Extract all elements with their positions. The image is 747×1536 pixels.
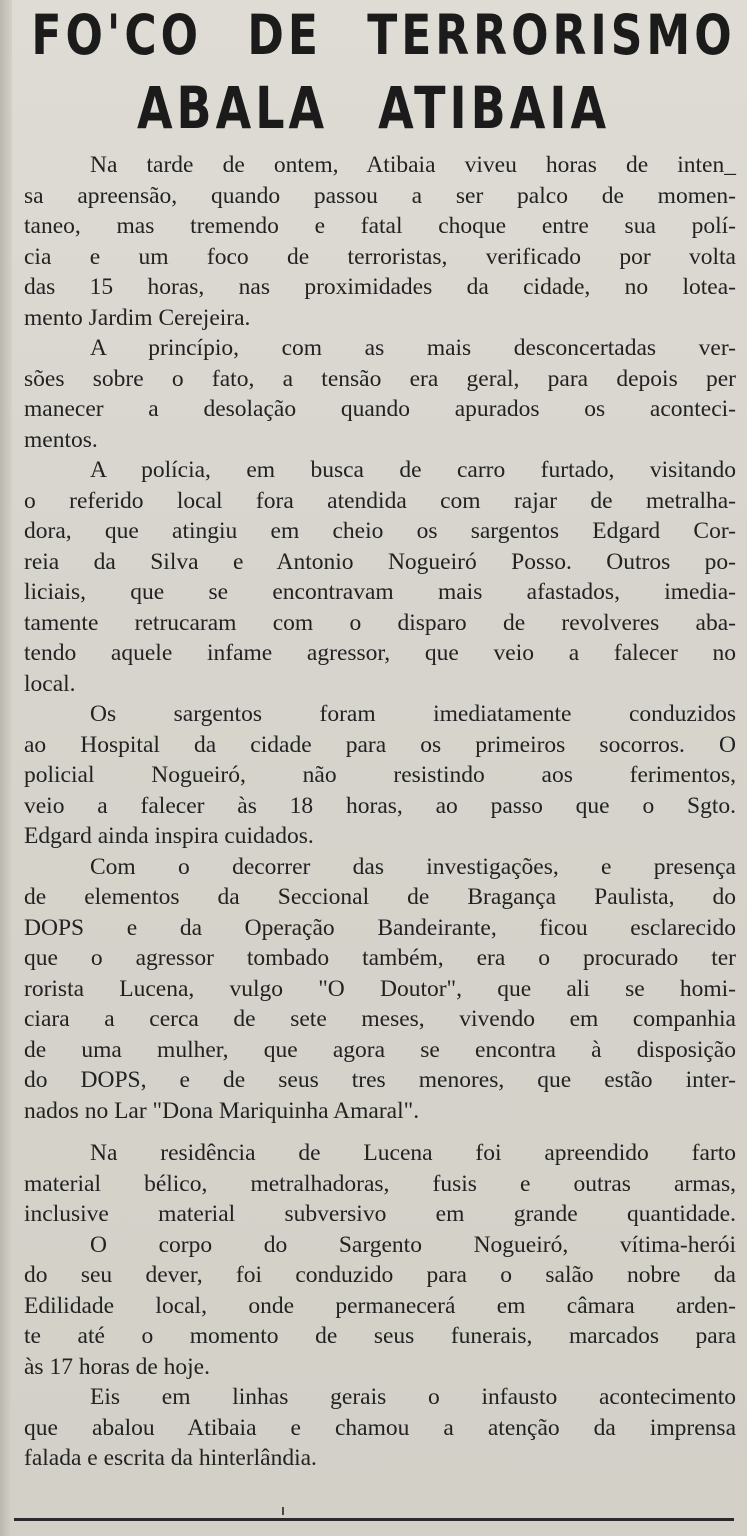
article-line: ao Hospital da cidade para os primeiros socorros. O	[24, 731, 736, 758]
article-line: mento Jardim Cerejeira.	[24, 304, 251, 331]
article-line: taneo, mas tremendo e fatal choque entre sua polí-	[24, 213, 736, 239]
article-line: ciara a cerca de sete meses, vivendo em companhia	[24, 1006, 736, 1032]
article-line: que abalou Atibaia e chamou a atenção da imprensa	[24, 1414, 736, 1441]
headline-line-1: FO'CO DE TERRORISMO	[31, 4, 736, 68]
article-line: tamente retrucaram com o disparo de revolveres aba-	[24, 609, 736, 636]
print-mark	[282, 1507, 284, 1515]
paragraph-8	[24, 1382, 736, 1474]
article-line: do seu dever, foi conduzido para o salão nobre da	[24, 1262, 736, 1288]
article-line: Eis em linhas gerais o infausto acontecimento	[90, 1384, 736, 1410]
article-line: dora, que atingiu em cheio os sargentos Edgard Cor-	[24, 518, 736, 544]
article-body	[24, 150, 736, 1474]
article-line: manecer a desolação quando apurados os aconteci-	[24, 396, 736, 422]
article-line: Com o decorrer das investigações, e presença	[90, 853, 736, 880]
article-line: Edgard ainda inspira cuidados.	[24, 823, 314, 849]
paragraph-3	[24, 455, 736, 699]
paragraph-5	[24, 852, 736, 1127]
article-line: A polícia, em busca de carro furtado, visitando	[90, 457, 736, 483]
article-line: policial Nogueiró, não resistindo aos ferimentos,	[24, 762, 736, 788]
article-line: rorista Lucena, vulgo "O Doutor", que ali se homi-	[24, 975, 736, 1002]
article-line: mentos.	[24, 426, 98, 453]
article-line: falada e escrita da hinterlândia.	[24, 1445, 317, 1471]
article-line: às 17 horas de hoje.	[24, 1353, 210, 1380]
article-line: que o agressor tombado também, era o procurado ter	[24, 945, 736, 971]
paragraph-gap	[24, 1126, 736, 1138]
article-line: tendo aquele infame agressor, que veio a falecer no	[24, 640, 736, 666]
article-line: o referido local fora atendida com rajar de metralha-	[24, 487, 736, 514]
article-line: local.	[24, 670, 76, 697]
article-line: sões sobre o fato, a tensão era geral, para depois per	[24, 365, 736, 392]
article-line: DOPS e da Operação Bandeirante, ficou esclarecido	[24, 914, 736, 941]
article-line: de uma mulher, que agora se encontra à disposição	[24, 1036, 736, 1063]
article-line: reia da Silva e Antonio Nogueiró Posso. Outros po-	[24, 548, 736, 575]
article-line: Na residência de Lucena foi apreendido farto	[90, 1140, 736, 1166]
article-line: material bélico, metralhadoras, fusis e outras armas,	[24, 1170, 736, 1197]
article-line: A princípio, com as mais desconcertadas ver-	[90, 335, 736, 361]
paragraph-4	[24, 699, 736, 852]
article-line: das 15 horas, nas proximidades da cidade, no lotea-	[24, 274, 736, 300]
paragraph-7	[24, 1230, 736, 1383]
article-line: sa apreensão, quando passou a ser palco de momen-	[24, 182, 736, 209]
article-line: Os sargentos foram imediatamente conduzidos	[90, 701, 736, 727]
article-line: nados no Lar "Dona Mariquinha Amaral".	[24, 1097, 420, 1124]
article-line: liciais, que se encontravam mais afastados, imedia-	[24, 579, 736, 605]
article-line: cia e um foco de terroristas, verificado por volta	[24, 243, 736, 270]
article-line: de elementos da Seccional de Bragança Paulista, do	[24, 884, 736, 910]
article-line: Na tarde de ontem, Atibaia viveu horas de inten_	[90, 152, 736, 178]
article-line: te até o momento de seus funerais, marcados para	[24, 1323, 736, 1349]
article-line: O corpo do Sargento Nogueiró, vítima-herói	[90, 1231, 736, 1258]
headline-line-2: ABALA ATIBAIA	[136, 74, 611, 142]
bottom-rule	[14, 1518, 734, 1521]
article-line: do DOPS, e de seus tres menores, que estão inter-	[24, 1067, 736, 1093]
paper-edge-shadow	[0, 0, 12, 1536]
article-line: Edilidade local, onde permanecerá em câmara arden-	[24, 1292, 736, 1319]
article-line: veio a falecer às 18 horas, ao passo que o Sgto.	[24, 792, 736, 819]
article-line: inclusive material subversivo em grande quantidade.	[24, 1201, 736, 1227]
paragraph-1	[24, 150, 736, 333]
paragraph-2	[24, 333, 736, 455]
paragraph-6	[24, 1138, 736, 1230]
